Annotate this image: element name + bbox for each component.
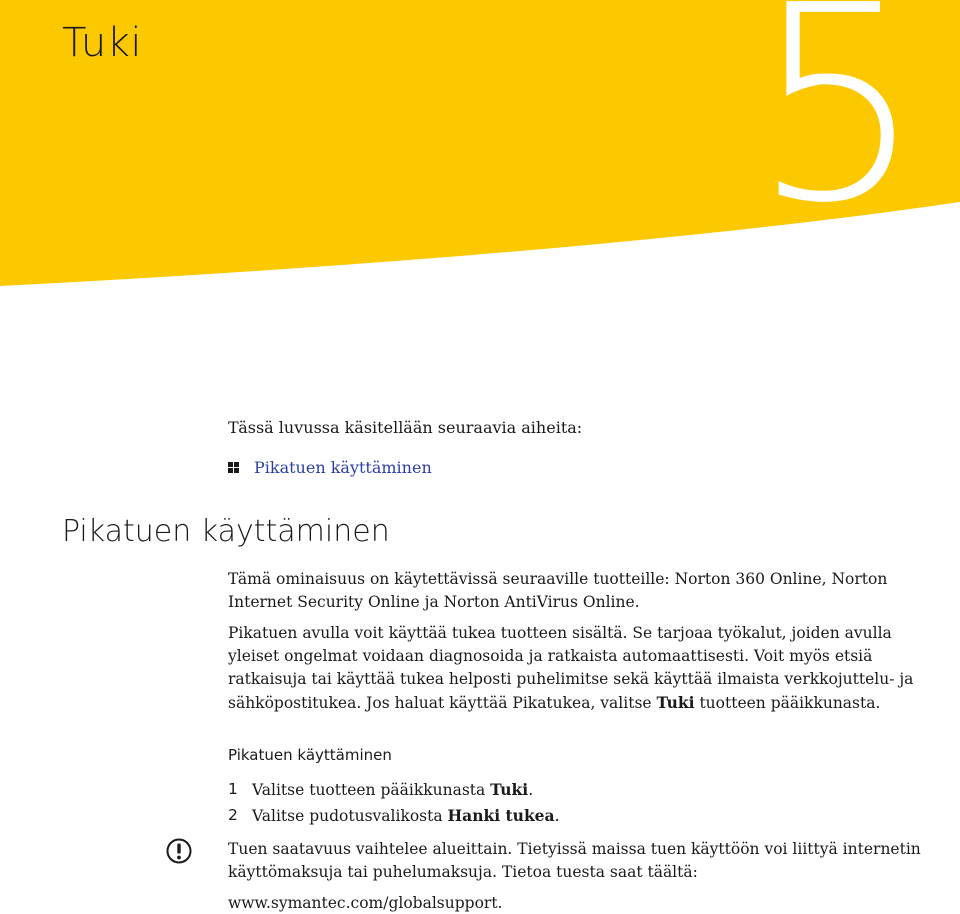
paragraph-availability: Tämä ominaisuus on käytettävissä seuraaville tuotteille: Norton 360 Online, Norton Internet Security Online ja Norton AntiVirus Online. (228, 570, 888, 611)
step-ui-term: Tuki (490, 780, 529, 799)
ui-term-tuki: Tuki (656, 693, 695, 712)
toc-item (228, 458, 432, 477)
step-text-main: Valitse tuotteen pääikkunasta (252, 781, 491, 799)
procedure-step (228, 780, 533, 799)
step-text (252, 806, 560, 825)
step-number: 2 (228, 806, 238, 824)
chapter-number: 5 (752, 0, 924, 262)
square-bullet-icon (228, 462, 239, 473)
warning-icon (166, 838, 192, 864)
chapter-title: Tuki (62, 20, 142, 66)
paragraph-text-end: tuotteen pääikkunasta. (694, 694, 881, 712)
toc-link-pikatuen-kayttaminen[interactable]: Pikatuen käyttäminen (254, 458, 432, 477)
warning-note: Tuen saatavuus vaihtelee alueittain. Tietyissä maissa tuen käyttöön voi liittyä internetin käyttömaksuja tai puhelumaksuja. Tietoa tuesta saat täältä: (228, 840, 921, 881)
paragraph-description (228, 622, 918, 715)
step-text (252, 780, 533, 799)
procedure-heading: Pikatuen käyttäminen (228, 746, 392, 764)
procedure-step (228, 806, 560, 825)
step-text-main: Valitse pudotusvalikosta (252, 807, 448, 825)
chapter-intro: Tässä luvussa käsitellään seuraavia aiheita: (228, 418, 583, 437)
step-text-end: . (554, 807, 560, 825)
support-url[interactable]: www.symantec.com/globalsupport. (228, 894, 503, 912)
step-number: 1 (228, 780, 238, 798)
section-heading: Pikatuen käyttäminen (62, 514, 390, 549)
paragraph-text: Pikatuen avulla voit käyttää tukea tuotteen sisältä. Se tarjoaa työkalut, joiden avulla yleiset ongelmat voidaan diagnosoida ja ratkaista automaattisesti. Voit myös etsiä ratkaisuja tai käyttää tukea helposti puhelimitse sekä käyttää ilmaista verkkojuttelu- ja sähköpostitukea. Jos haluat käyttää Pikatukea, valitse (228, 624, 914, 712)
step-text-end: . (528, 781, 534, 799)
step-ui-term: Hanki tukea (447, 806, 555, 825)
